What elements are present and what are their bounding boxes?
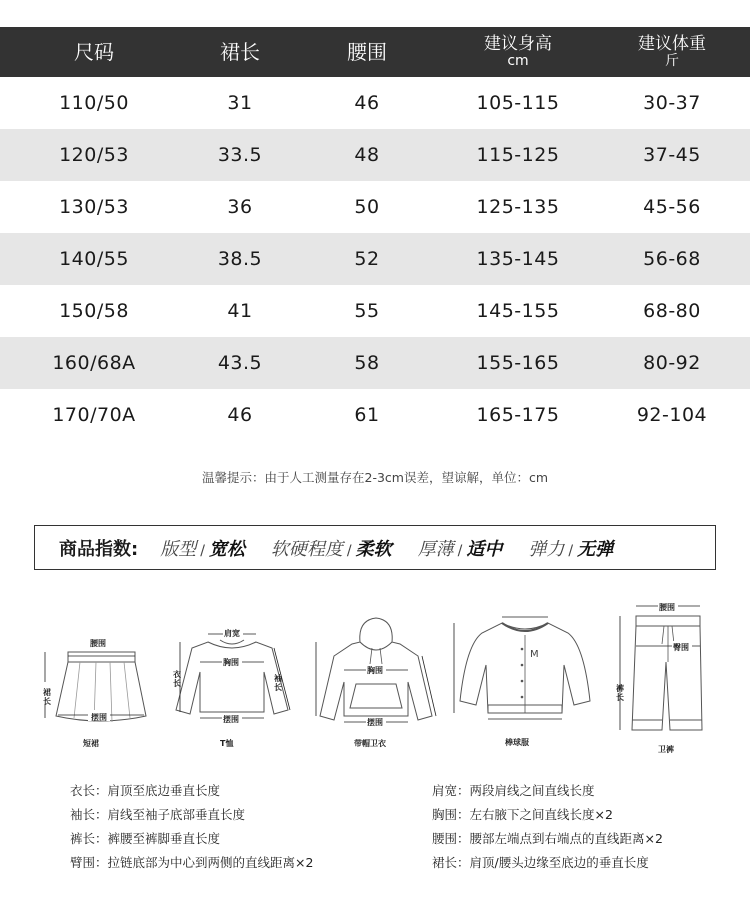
skirt-length-label: 裙长 [43, 688, 51, 706]
cell-skirt-length: 41 [227, 300, 253, 322]
index-key: 厚薄 [417, 538, 454, 560]
cell-skirt-length: 33.5 [217, 144, 263, 166]
cell-skirt-length: 36 [227, 196, 253, 218]
pants-waist-label: 腰围 [659, 603, 675, 612]
pants-caption: 卫裤 [658, 745, 674, 754]
tee-diagram [170, 612, 295, 752]
cell-weight: 80-92 [643, 352, 701, 374]
index-elasticity [528, 535, 613, 561]
table-row [0, 77, 750, 129]
header-height [442, 35, 594, 69]
cell-size: 130/53 [59, 196, 129, 218]
header-height-unit: cm [507, 53, 529, 69]
index-thickness [418, 535, 503, 561]
hoodie-chest-label: 胸围 [367, 666, 383, 675]
cell-waist: 50 [354, 196, 380, 218]
header-waist: 腰围 [347, 40, 387, 64]
table-row [0, 181, 750, 233]
index-key: 软硬程度 [270, 538, 343, 560]
header-height-label: 建议身高 [484, 34, 552, 54]
cell-size: 160/68A [52, 352, 136, 374]
skirt-waist-label: 腰围 [90, 639, 106, 648]
pants-illustration [608, 598, 718, 738]
header-skirt-length: 裙长 [220, 40, 260, 64]
cell-size: 120/53 [59, 144, 129, 166]
cell-height: 115-125 [476, 144, 560, 166]
cell-height: 165-175 [476, 404, 560, 426]
index-value: 宽松 [208, 538, 245, 560]
cell-size: 140/55 [59, 248, 129, 270]
jacket-diagram [450, 605, 600, 750]
cell-weight: 92-104 [636, 404, 708, 426]
index-softness [271, 535, 392, 561]
jacket-illustration [450, 605, 600, 730]
cell-skirt-length: 38.5 [217, 248, 263, 270]
cell-weight: 68-80 [643, 300, 701, 322]
index-sep: / [568, 542, 574, 559]
hoodie-diagram [312, 612, 440, 752]
table-row [0, 389, 750, 441]
cell-weight: 56-68 [643, 248, 701, 270]
pants-length-label: 裤长 [616, 684, 624, 702]
header-weight-label: 建议体重 [638, 34, 706, 54]
table-row [0, 129, 750, 181]
cell-weight: 45-56 [643, 196, 701, 218]
table-body [0, 77, 750, 441]
tee-sleeve-label: 袖长 [274, 674, 282, 692]
cell-waist: 61 [354, 404, 380, 426]
pants-hip-label: 臀围 [673, 643, 689, 652]
index-fit [160, 535, 245, 561]
table-row [0, 233, 750, 285]
skirt-caption: 短裙 [83, 739, 99, 748]
cell-waist: 58 [354, 352, 380, 374]
index-sep: / [346, 542, 352, 559]
index-sep: / [200, 542, 205, 559]
cell-height: 145-155 [476, 300, 560, 322]
hoodie-caption: 带帽卫衣 [354, 739, 386, 748]
cell-height: 155-165 [476, 352, 560, 374]
table-row [0, 337, 750, 389]
cell-height: 135-145 [476, 248, 560, 270]
table-header [0, 27, 750, 77]
index-value: 无弹 [577, 538, 614, 560]
cell-height: 125-135 [476, 196, 560, 218]
size-table [0, 27, 750, 441]
header-weight [594, 35, 750, 69]
cell-waist: 55 [354, 300, 380, 322]
cell-waist: 52 [354, 248, 380, 270]
cell-skirt-length: 43.5 [217, 352, 263, 374]
header-size: 尺码 [74, 40, 114, 64]
cell-weight: 30-37 [643, 92, 701, 114]
index-value: 柔软 [355, 538, 392, 560]
cell-weight: 37-45 [643, 144, 701, 166]
svg-text:M: M [530, 649, 539, 660]
index-key: 弹力 [528, 538, 565, 560]
note-garment-length: 衣长：肩顶至底边垂直长度 [70, 783, 221, 798]
cell-skirt-length: 31 [227, 92, 253, 114]
cell-size: 170/70A [52, 404, 136, 426]
skirt-hem-label: 摆围 [91, 713, 107, 722]
header-weight-unit: 斤 [665, 53, 679, 69]
note-pants-length: 裤长：裤腰至裤脚垂直长度 [70, 831, 221, 846]
jacket-caption: 棒球服 [505, 738, 529, 747]
tee-caption: T恤 [220, 739, 234, 748]
cell-waist: 48 [354, 144, 380, 166]
note-arm-circumference: 臂围：拉链底部为中心到两侧的直线距离×2 [70, 855, 314, 870]
note-chest: 胸围：左右腋下之间直线长度×2 [432, 807, 613, 822]
table-row [0, 285, 750, 337]
pants-diagram [608, 598, 718, 758]
cell-waist: 46 [354, 92, 380, 114]
measurement-tip: 温馨提示：由于人工测量存在2-3cm误差，望谅解，单位：cm [201, 470, 548, 485]
cell-skirt-length: 46 [227, 404, 253, 426]
cell-height: 105-115 [476, 92, 560, 114]
note-shoulder-width: 肩宽：两段肩线之间直线长度 [432, 783, 595, 798]
tee-chest-label: 胸围 [223, 658, 239, 667]
cell-size: 110/50 [59, 92, 129, 114]
note-waist: 腰围：腰部左端点到右端点的直线距离×2 [432, 831, 663, 846]
index-key: 版型 [160, 538, 197, 560]
index-title: 商品指数: [59, 538, 139, 560]
note-sleeve-length: 袖长：肩线至袖子底部垂直长度 [70, 807, 246, 822]
product-index-box [34, 525, 716, 570]
tee-length-label: 衣长 [173, 670, 181, 688]
hoodie-hem-label: 摆围 [367, 718, 383, 727]
cell-size: 150/58 [59, 300, 129, 322]
index-sep: / [457, 542, 463, 559]
tee-shoulder-label: 肩宽 [224, 629, 240, 638]
skirt-diagram [40, 630, 160, 750]
tee-hem-label: 摆围 [223, 715, 239, 724]
note-skirt-length: 裙长：肩顶/腰头边缘至底边的垂直长度 [432, 855, 649, 870]
index-value: 适中 [466, 538, 503, 560]
